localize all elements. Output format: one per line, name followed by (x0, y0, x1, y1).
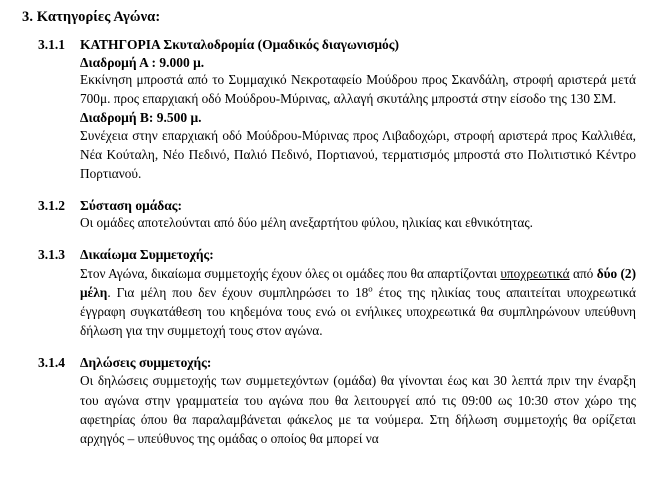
clause-title: ΚΑΤΗΓΟΡΙΑ Σκυταλοδρομία (Ομαδικός διαγωνισμός) (80, 37, 399, 53)
clause-body-text-2: από (569, 265, 597, 281)
clause-body-text-3: . Για μέλη που δεν έχουν συμπληρώσει το 18 (107, 284, 369, 300)
route-a-description: Εκκίνηση μπροστά από το Συμμαχικό Νεκροταφείο Μούδρου προς Σκανδάλη, στροφή αριστερά μετά 700μ. προς επαρχιακή οδό Μούδρου-Μύρινας, αλλαγή σκυτάλης μπροστά στην είσοδο της 130 ΣΜ. (80, 72, 636, 107)
clause-title: Δηλώσεις συμμετοχής: (80, 354, 212, 370)
clause-number: 3.1.1 (38, 37, 65, 53)
route-b-label: Διαδρομή Β: 9.500 μ. (80, 110, 202, 126)
clause-body (80, 264, 636, 341)
clause-3-1-4 (8, 354, 650, 449)
route-b-description: Συνέχεια στην επαρχιακή οδό Μούδρου-Μύρινας προς Λιβαδοχώρι, στροφή αριστερά προς Καλλιθέα, Νέα Κούταλη, Νέο Πεδινό, Παλιό Πεδινό, Πορτιανού, τερματισμός μπροστά στο Πολιτιστικό Κέντρο Πορτιανού. (80, 128, 636, 181)
clause-body: Οι δηλώσεις συμμετοχής των συμμετεχόντων (ομάδα) θα γίνονται έως και 30 λεπτά πριν την έναρξη του αγώνα στην γραμματεία του αγώνα που θα λειτουργεί από τις 09:00 ως 10:30 στον χώρο της αφετηρίας όπου θα παραλαμβάνεται φάκελος με τα νούμερα. Στη δήλωση συμμετοχής θα ορίζεται αρχηγός – υπεύθυνος της ομάδας ο οποίος θα μπορεί να (80, 373, 636, 447)
clause-3-1-3 (8, 246, 650, 341)
clause-body-text-1: Στον Αγώνα, δικαίωμα συμμετοχής έχουν όλες οι ομάδες που θα απαρτίζονται (80, 265, 501, 281)
page-title: 3. Κατηγορίες Αγώνα: (22, 9, 161, 25)
clause-body-underlined: υποχρεωτικά (500, 265, 570, 281)
clause-3-1-2 (8, 197, 650, 233)
clause-body-text-4: έτος της ηλικίας τους απαιτείται υποχρεωτικά έγγραφη συγκατάθεση του κηδεμόνα τους ενώ οι ενήλικες υποχρεωτικά θα συμπληρώνουν υπεύθυνη δήλωση για την συμμετοχή τους στον αγώνα. (80, 284, 636, 339)
route-a-label: Διαδρομή Α : 9.000 μ. (80, 54, 205, 70)
clause-title: Σύσταση ομάδας: (80, 197, 182, 213)
ordinal-superscript: ο (368, 283, 373, 294)
clause-number: 3.1.4 (38, 354, 65, 370)
clause-body-bold: δύο (2) μέλη (80, 265, 636, 300)
clause-number: 3.1.3 (38, 247, 65, 263)
clause-title: Δικαίωμα Συμμετοχής: (80, 247, 214, 263)
clause-3-1-1 (8, 36, 650, 184)
clause-number: 3.1.2 (38, 197, 65, 213)
clause-body: Οι ομάδες αποτελούνται από δύο μέλη ανεξαρτήτου φύλου, ηλικίας και εθνικότητας. (80, 215, 533, 231)
